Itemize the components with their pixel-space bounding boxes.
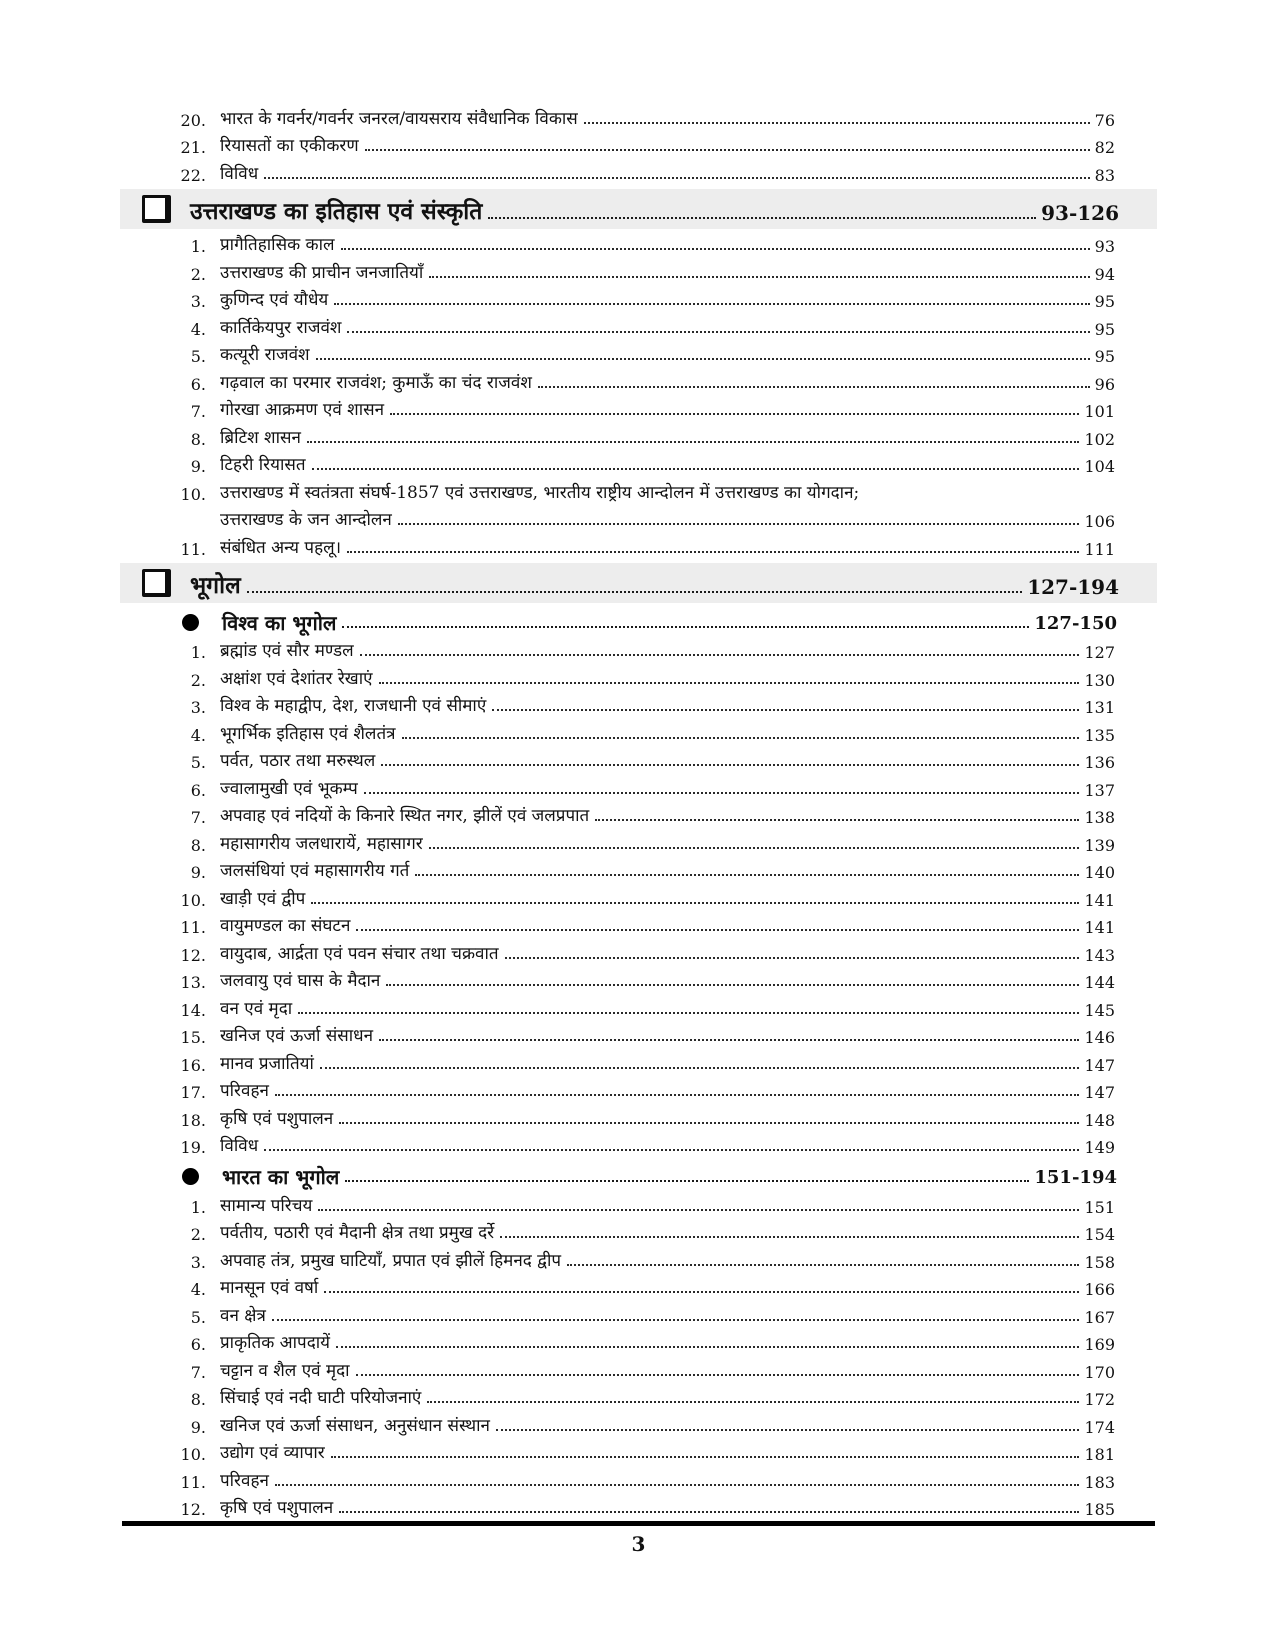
- subsection-title: विश्व का भूगोल: [222, 610, 337, 635]
- toc-item-row: [120, 912, 1157, 940]
- item-number: 6.: [190, 374, 206, 394]
- dot-leader: [318, 1209, 1079, 1211]
- dot-leader: [336, 1346, 1079, 1348]
- page-number: 170: [1084, 1362, 1115, 1382]
- dot-leader: [345, 1180, 1029, 1182]
- dot-leader: [427, 1401, 1079, 1403]
- item-label: कार्तिकेयपुर राजवंश: [220, 317, 342, 338]
- dot-leader: [364, 792, 1080, 794]
- dot-leader: [247, 591, 1023, 593]
- item-number: 6.: [190, 780, 206, 800]
- dot-leader: [390, 413, 1079, 415]
- dot-leader: [365, 149, 1090, 151]
- toc-item-row: [120, 719, 1157, 747]
- item-label: गोरखा आक्रमण एवं शासन: [220, 400, 385, 421]
- toc-item-row-wrapped-second-line: [120, 506, 1157, 534]
- item-label: वन एवं मृदा: [220, 998, 293, 1019]
- dot-leader: [334, 303, 1089, 305]
- toc-item-row: [120, 1219, 1157, 1247]
- item-number: 17.: [180, 1083, 206, 1102]
- item-number: 9.: [190, 863, 206, 882]
- item-number: 16.: [180, 1055, 206, 1075]
- toc-section-header-row: [120, 189, 1157, 229]
- section-title: भूगोल: [190, 572, 241, 600]
- dot-leader: [320, 1067, 1080, 1069]
- page-number: 94: [1094, 264, 1115, 284]
- toc-item-row: [120, 802, 1157, 830]
- page-number: 148: [1084, 1110, 1115, 1130]
- toc-item-row: [120, 1274, 1157, 1302]
- toc-item-row: [120, 692, 1157, 720]
- page-number: 138: [1084, 808, 1115, 827]
- item-label-continuation: उत्तराखण्ड के जन आन्दोलन: [220, 510, 392, 531]
- dot-leader: [331, 1456, 1080, 1458]
- toc-item-row: [120, 286, 1157, 314]
- page-number: 158: [1084, 1252, 1115, 1272]
- item-label: अक्षांश एवं देशांतर रेखाएं: [220, 668, 373, 689]
- item-label: वन क्षेत्र: [220, 1305, 266, 1326]
- item-label: कृषि एवं पशुपालन: [220, 1498, 334, 1519]
- toc-item-row: [120, 884, 1157, 912]
- item-label: रियासतों का एकीकरण: [220, 136, 359, 157]
- section-title: उत्तराखण्ड का इतिहास एवं संस्कृति: [190, 198, 483, 226]
- filled-circle-icon: [182, 1168, 199, 1185]
- item-number: 13.: [180, 973, 206, 992]
- page-number: 96: [1094, 374, 1115, 394]
- item-label: उत्तराखण्ड की प्राचीन जनजातियाँ: [220, 262, 424, 283]
- item-label: जलवायु एवं घास के मैदान: [220, 971, 381, 992]
- page-number: 167: [1084, 1307, 1115, 1327]
- toc-item-row: [120, 1191, 1157, 1219]
- item-label: ज्वालामुखी एवं भूकम्प: [220, 778, 358, 799]
- item-number: 20.: [180, 110, 206, 130]
- toc-item-row: [120, 1246, 1157, 1274]
- item-number: 3.: [190, 698, 206, 717]
- dot-leader: [595, 819, 1079, 821]
- page-number: 136: [1084, 753, 1115, 772]
- item-number: 10.: [180, 1445, 206, 1464]
- page-number: 154: [1084, 1225, 1115, 1244]
- item-label: प्राकृतिक आपदायें: [220, 1333, 331, 1354]
- dot-leader: [398, 523, 1080, 525]
- item-number: 8.: [190, 429, 206, 449]
- item-label: पर्वत, पठार तथा मरुस्थल: [220, 751, 376, 772]
- dot-leader: [275, 1484, 1080, 1486]
- filled-circle-icon: [182, 614, 199, 631]
- dot-leader: [584, 122, 1090, 124]
- page-number: 131: [1084, 698, 1115, 717]
- item-label: विश्व के महाद्वीप, देश, राजधानी एवं सीमाएं: [220, 696, 487, 717]
- item-number: 5.: [190, 753, 206, 772]
- item-label: वायुदाब, आर्द्रता एवं पवन संचार तथा चक्रवात: [220, 943, 499, 964]
- item-label: पर्वतीय, पठारी एवं मैदानी क्षेत्र तथा प्रमुख दर्रे: [220, 1223, 495, 1244]
- item-number: 7.: [190, 402, 206, 421]
- item-number: 3.: [190, 1252, 206, 1272]
- footer-rule: [122, 1521, 1155, 1526]
- dot-leader: [272, 1319, 1080, 1321]
- page-number: 76: [1094, 110, 1115, 130]
- toc-item-row: [120, 533, 1157, 561]
- item-label: चट्टान व शैल एवं मृदा: [220, 1360, 350, 1381]
- item-number: 4.: [190, 725, 206, 745]
- page-number: 82: [1094, 138, 1115, 157]
- item-label: जलसंधियां एवं महासागरीय गर्त: [220, 861, 410, 882]
- page-number: 169: [1084, 1335, 1115, 1354]
- section-page-range: 127-194: [1027, 574, 1119, 599]
- page-number: 144: [1084, 973, 1115, 992]
- item-number: 2.: [190, 1225, 206, 1244]
- dot-leader: [381, 764, 1079, 766]
- item-number: 1.: [190, 643, 206, 662]
- item-label: परिवहन: [220, 1470, 269, 1491]
- page-number: 83: [1094, 165, 1115, 185]
- open-square-icon: [142, 569, 171, 597]
- toc-item-row: [120, 637, 1157, 665]
- page-number: 137: [1084, 780, 1115, 800]
- toc-item-row: [120, 159, 1157, 187]
- toc-item-row: [120, 231, 1157, 259]
- toc-item-row: [120, 368, 1157, 396]
- page-number: 174: [1084, 1417, 1115, 1437]
- item-label: कत्यूरी राजवंश: [220, 345, 310, 366]
- item-number: 11.: [180, 918, 206, 937]
- item-number: 19.: [180, 1138, 206, 1157]
- toc-item-row: [120, 451, 1157, 479]
- page-number: 139: [1084, 835, 1115, 855]
- page-number: 181: [1084, 1445, 1115, 1464]
- page-number: 147: [1084, 1083, 1115, 1102]
- item-label: उत्तराखण्ड में स्वतंत्रता संघर्ष-1857 एवं उत्तराखण्ड, भारतीय राष्ट्रीय आन्दोलन में उत्तराखण्ड का योगदान;: [220, 482, 860, 503]
- item-number: 9.: [190, 457, 206, 476]
- item-label: गढ़वाल का परमार राजवंश; कुमाऊँ का चंद राजवंश: [220, 372, 532, 393]
- page-number: 140: [1084, 863, 1115, 882]
- toc-item-row: [120, 1077, 1157, 1105]
- dot-leader: [492, 709, 1079, 711]
- page-number: 141: [1084, 918, 1115, 937]
- item-label: टिहरी रियासत: [220, 455, 306, 476]
- toc-item-row: [120, 747, 1157, 775]
- toc-item-row: [120, 939, 1157, 967]
- subsection-page-range: 151-194: [1034, 1167, 1117, 1188]
- dot-leader: [275, 1094, 1080, 1096]
- dot-leader: [500, 1236, 1079, 1238]
- toc-item-row: [120, 1301, 1157, 1329]
- toc-subsection-header-row: [120, 1159, 1157, 1191]
- page-number: 95: [1094, 347, 1115, 366]
- item-label: सिंचाई एवं नदी घाटी परियोजनाएं: [220, 1388, 422, 1409]
- page-number: 151: [1084, 1197, 1115, 1217]
- toc-section-header-row: [120, 563, 1157, 603]
- dot-leader: [488, 217, 1036, 219]
- toc-subsection-header-row: [120, 605, 1157, 637]
- item-number: 22.: [180, 165, 206, 185]
- dot-leader: [356, 929, 1079, 931]
- page-number: 95: [1094, 319, 1115, 339]
- dot-leader: [311, 902, 1079, 904]
- dot-leader: [429, 847, 1080, 849]
- item-number: 8.: [190, 1390, 206, 1409]
- item-number: 5.: [190, 347, 206, 366]
- item-label: विविध: [220, 1136, 259, 1157]
- page-number: 130: [1084, 670, 1115, 690]
- item-number: 8.: [190, 835, 206, 855]
- item-number: 6.: [190, 1335, 206, 1354]
- item-label: कृषि एवं पशुपालन: [220, 1108, 334, 1129]
- dot-leader: [538, 386, 1090, 388]
- item-label: मानव प्रजातियां: [220, 1053, 314, 1074]
- page-number: 166: [1084, 1280, 1115, 1299]
- toc-item-row: [120, 341, 1157, 369]
- dot-leader: [307, 441, 1080, 443]
- dot-leader: [264, 1149, 1079, 1151]
- subsection-title: भारत का भूगोल: [222, 1165, 340, 1189]
- toc-item-row: [120, 313, 1157, 341]
- item-number: 10.: [180, 890, 206, 910]
- toc-item-row: [120, 1466, 1157, 1494]
- subsection-page-range: 127-150: [1034, 612, 1117, 634]
- dot-leader: [415, 874, 1079, 876]
- item-number: 1.: [190, 1197, 206, 1217]
- item-label: महासागरीय जलधारायें, महासागर: [220, 833, 423, 854]
- item-number: 5.: [190, 1307, 206, 1327]
- toc-item-row: [120, 1104, 1157, 1132]
- dot-leader: [496, 1429, 1080, 1431]
- dot-leader: [316, 358, 1090, 360]
- item-number: 1.: [190, 237, 206, 256]
- page-number: 95: [1094, 292, 1115, 311]
- toc-item-row: [120, 664, 1157, 692]
- page-number: 147: [1084, 1055, 1115, 1075]
- dot-leader: [429, 276, 1089, 278]
- page-number: 102: [1084, 429, 1115, 449]
- item-number: 18.: [180, 1110, 206, 1130]
- toc-rows: [120, 104, 1157, 1521]
- page-number: 183: [1084, 1472, 1115, 1492]
- page-number: 135: [1084, 725, 1115, 745]
- dot-leader: [324, 1291, 1079, 1293]
- item-number: 4.: [190, 1280, 206, 1299]
- page-number: 104: [1084, 457, 1115, 476]
- dot-leader: [402, 737, 1080, 739]
- item-number: 7.: [190, 808, 206, 827]
- page-number: 149: [1084, 1138, 1115, 1157]
- item-label: अपवाह तंत्र, प्रमुख घाटियाँ, प्रपात एवं झीलें हिमनद द्वीप: [220, 1250, 562, 1271]
- item-number: 11.: [180, 1472, 206, 1492]
- toc-item-row: [120, 1411, 1157, 1439]
- item-label: वायुमण्डल का संघटन: [220, 916, 351, 937]
- item-label: खाड़ी एवं द्वीप: [220, 888, 306, 909]
- item-number: 10.: [180, 484, 206, 504]
- page-number: 172: [1084, 1390, 1115, 1409]
- toc-item-row: [120, 994, 1157, 1022]
- toc-item-row: [120, 132, 1157, 160]
- dot-leader: [264, 177, 1089, 179]
- page-number: 111: [1084, 539, 1115, 559]
- item-label: संबंधित अन्य पहलू।: [220, 537, 342, 558]
- footer-page-number: 3: [631, 1532, 646, 1556]
- section-page-range: 93-126: [1041, 200, 1119, 225]
- item-label: सामान्य परिचय: [220, 1195, 313, 1216]
- item-label: ब्रिटिश शासन: [220, 427, 301, 448]
- item-number: 11.: [180, 539, 206, 559]
- item-number: 4.: [190, 319, 206, 339]
- dot-leader: [339, 1511, 1079, 1513]
- open-square-icon: [142, 195, 171, 223]
- toc-item-row: [120, 104, 1157, 132]
- dot-leader: [567, 1264, 1079, 1266]
- toc-item-row: [120, 423, 1157, 451]
- toc-item-row: [120, 774, 1157, 802]
- page-number: 143: [1084, 945, 1115, 965]
- page-number: 146: [1084, 1028, 1115, 1047]
- item-label: खनिज एवं ऊर्जा संसाधन, अनुसंधान संस्थान: [220, 1415, 490, 1436]
- item-number: 21.: [180, 138, 206, 157]
- page-number: 145: [1084, 1000, 1115, 1020]
- item-label: भारत के गवर्नर/गवर्नर जनरल/वायसराय संवैधानिक विकास: [220, 108, 578, 129]
- dot-leader: [312, 468, 1080, 470]
- toc-item-row: [120, 829, 1157, 857]
- toc-item-row: [120, 258, 1157, 286]
- item-number: 15.: [180, 1028, 206, 1047]
- dot-leader: [356, 1374, 1080, 1376]
- dot-leader: [386, 984, 1079, 986]
- item-label: परिवहन: [220, 1081, 269, 1102]
- item-label: प्रागैतिहासिक काल: [220, 235, 335, 256]
- dot-leader: [342, 626, 1029, 628]
- toc-item-row: [120, 857, 1157, 885]
- item-number: 2.: [190, 264, 206, 284]
- page-number: 127: [1084, 643, 1115, 662]
- dot-leader: [505, 957, 1080, 959]
- dot-leader: [341, 248, 1090, 250]
- toc-item-row: [120, 1049, 1157, 1077]
- item-label: उद्योग एवं व्यापार: [220, 1443, 325, 1464]
- toc-item-row: [120, 1384, 1157, 1412]
- toc-item-row-wrapped-first-line: [120, 478, 1157, 506]
- toc-item-row: [120, 1022, 1157, 1050]
- item-label: विविध: [220, 163, 259, 184]
- toc-item-row: [120, 1132, 1157, 1160]
- dot-leader: [298, 1012, 1079, 1014]
- toc-item-row: [120, 1494, 1157, 1522]
- page-number: 106: [1084, 512, 1115, 531]
- page-number: 141: [1084, 890, 1115, 910]
- item-number: 7.: [190, 1362, 206, 1382]
- dot-leader: [347, 331, 1089, 333]
- page-number: 101: [1084, 402, 1115, 421]
- toc-item-row: [120, 967, 1157, 995]
- item-number: 12.: [180, 1500, 206, 1519]
- item-number: 14.: [180, 1000, 206, 1020]
- page-number: 185: [1084, 1500, 1115, 1519]
- dot-leader: [360, 654, 1080, 656]
- dot-leader: [347, 551, 1079, 553]
- dot-leader: [339, 1122, 1079, 1124]
- dot-leader: [379, 1039, 1079, 1041]
- item-label: कुणिन्द एवं यौधेय: [220, 290, 329, 311]
- toc-item-row: [120, 1439, 1157, 1467]
- dot-leader: [379, 682, 1080, 684]
- toc-item-row: [120, 396, 1157, 424]
- item-label: खनिज एवं ऊर्जा संसाधन: [220, 1026, 374, 1047]
- item-label: मानसून एवं वर्षा: [220, 1278, 319, 1299]
- item-label: अपवाह एवं नदियों के किनारे स्थित नगर, झीलें एवं जलप्रपात: [220, 806, 590, 827]
- item-number: 9.: [190, 1417, 206, 1437]
- item-label: भूगर्भिक इतिहास एवं शैलतंत्र: [220, 723, 396, 744]
- item-number: 3.: [190, 292, 206, 311]
- item-number: 2.: [190, 670, 206, 690]
- toc-item-row: [120, 1329, 1157, 1357]
- item-number: 12.: [180, 945, 206, 965]
- page-number: 93: [1094, 237, 1115, 256]
- item-label: ब्रह्मांड एवं सौर मण्डल: [220, 641, 354, 662]
- toc-item-row: [120, 1356, 1157, 1384]
